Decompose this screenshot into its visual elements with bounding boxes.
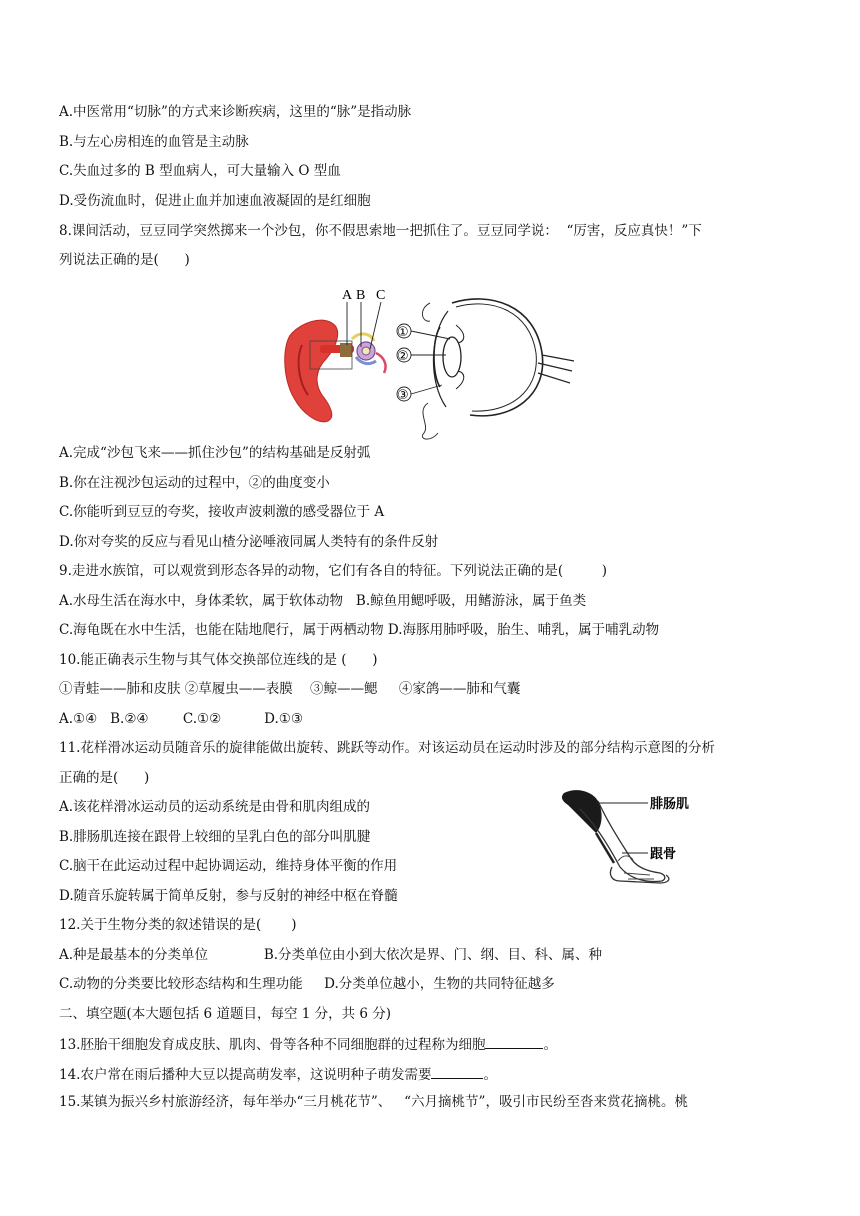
q11-option-a: A.该花样滑冰运动员的运动系统是由骨和肌肉组成的 [59, 799, 371, 815]
label-calcaneus: 跟骨 [650, 847, 677, 862]
leg-structure-figure [550, 783, 710, 903]
q11-option-d: D.随音乐旋转属于简单反射，参与反射的神经中枢在脊髓 [59, 888, 398, 904]
q8-option-d: D.你对夸奖的反应与看见山楂分泌唾液同属人类特有的条件反射 [59, 534, 439, 550]
q12-stem: 12.关于生物分类的叙述错误的是( ) [59, 917, 297, 933]
q14 [59, 1064, 497, 1084]
figure-label-2: ② [397, 349, 409, 364]
q12-options-ab: A.种是最基本的分类单位 B.分类单位由小到大依次是界、门、纲、目、科、属、种 [59, 947, 603, 963]
q9-options-cd: C.海龟既在水中生活，也能在陆地爬行，属于两栖动物 D.海豚用肺呼吸，胎生、哺乳，属于哺乳动物 [59, 622, 660, 638]
q11-option-c: C.脑干在此运动过程中起协调运动，维持身体平衡的作用 [59, 858, 398, 874]
eye-illustration [422, 299, 574, 439]
q11-option-b: B.腓肠肌连接在跟骨上较细的呈乳白色的部分叫肌腱 [59, 829, 371, 845]
figure-label-c: C [376, 288, 386, 303]
q14-answer-blank[interactable] [431, 1064, 483, 1079]
q10-stem: 10.能正确表示生物与其气体交换部位连线的是 ( ) [59, 652, 378, 668]
figure-label-b: B [356, 288, 366, 303]
q8-option-c: C.你能听到豆豆的夸奖，接收声波刺激的感受器位于 A [59, 504, 385, 520]
label-gastrocnemius: 腓肠肌 [650, 797, 690, 812]
q13-text: 13.胚胎干细胞发育成皮肤、肌肉、骨等各种不同细胞群的过程称为细胞 [59, 1037, 486, 1053]
figure-label-3: ③ [397, 388, 409, 403]
q10-items: ①青蛙——肺和皮肤 ②草履虫——表膜 ③鲸——鳃 ④家鸽——肺和气囊 [59, 681, 521, 697]
q13 [59, 1034, 557, 1054]
q14-end: 。 [483, 1067, 497, 1083]
q8-option-b: B.你在注视沙包运动的过程中，②的曲度变小 [59, 475, 330, 491]
q8-stem-line1: 8.课间活动，豆豆同学突然掷来一个沙包，你不假思索地一把抓住了。豆豆同学说： “厉害，反应真快！”下 [59, 223, 702, 239]
q11-stem-line1: 11.花样滑冰运动员随音乐的旋律能做出旋转、跳跃等动作。对该运动员在运动时涉及的部分结构示意图的分析 [59, 740, 715, 756]
q7-option-b: B.与左心房相连的血管是主动脉 [59, 134, 249, 150]
q7-option-a: A.中医常用“切脉”的方式来诊断疾病，这里的“脉”是指动脉 [59, 104, 412, 120]
figure-label-a: A [342, 288, 353, 303]
q9-stem: 9.走进水族馆，可以观赏到形态各异的动物，它们有各自的特征。下列说法正确的是( ) [59, 563, 608, 579]
figure-label-1: ① [397, 325, 409, 340]
q15-stem: 15.某镇为振兴乡村旅游经济，每年举办“三月桃花节”、 “六月摘桃节”，吸引市民纷至沓来赏花摘桃。桃 [59, 1094, 688, 1110]
q7-option-c: C.失血过多的 B 型血病人，可大量输入 O 型血 [59, 163, 341, 179]
q8-stem-line2: 列说法正确的是( ) [59, 252, 190, 268]
q13-answer-blank[interactable] [485, 1034, 543, 1049]
q12-options-cd: C.动物的分类要比较形态结构和生理功能 D.分类单位越小，生物的共同特征越多 [59, 976, 555, 992]
q8-option-a: A.完成“沙包飞来——抓住沙包”的结构基础是反射弧 [59, 445, 371, 461]
q7-option-d: D.受伤流血时，促进止血并加速血液凝固的是红细胞 [59, 193, 371, 209]
q14-text: 14.农户常在雨后播种大豆以提高萌发率，这说明种子萌发需要 [59, 1067, 432, 1083]
section-heading: 二、填空题(本大题包括 6 道题目，每空 1 分，共 6 分) [59, 1006, 392, 1022]
q11-stem-line2: 正确的是( ) [59, 770, 150, 786]
ear-eye-figure [280, 283, 580, 443]
q10-options: A.①④ B.②④ C.①② D.①③ [59, 711, 303, 727]
q9-options-ab: A.水母生活在海水中，身体柔软，属于软体动物 B.鲸鱼用鳃呼吸，用鳍游泳，属于鱼类 [59, 593, 587, 609]
ear-illustration [285, 320, 386, 422]
q13-end: 。 [543, 1037, 557, 1053]
